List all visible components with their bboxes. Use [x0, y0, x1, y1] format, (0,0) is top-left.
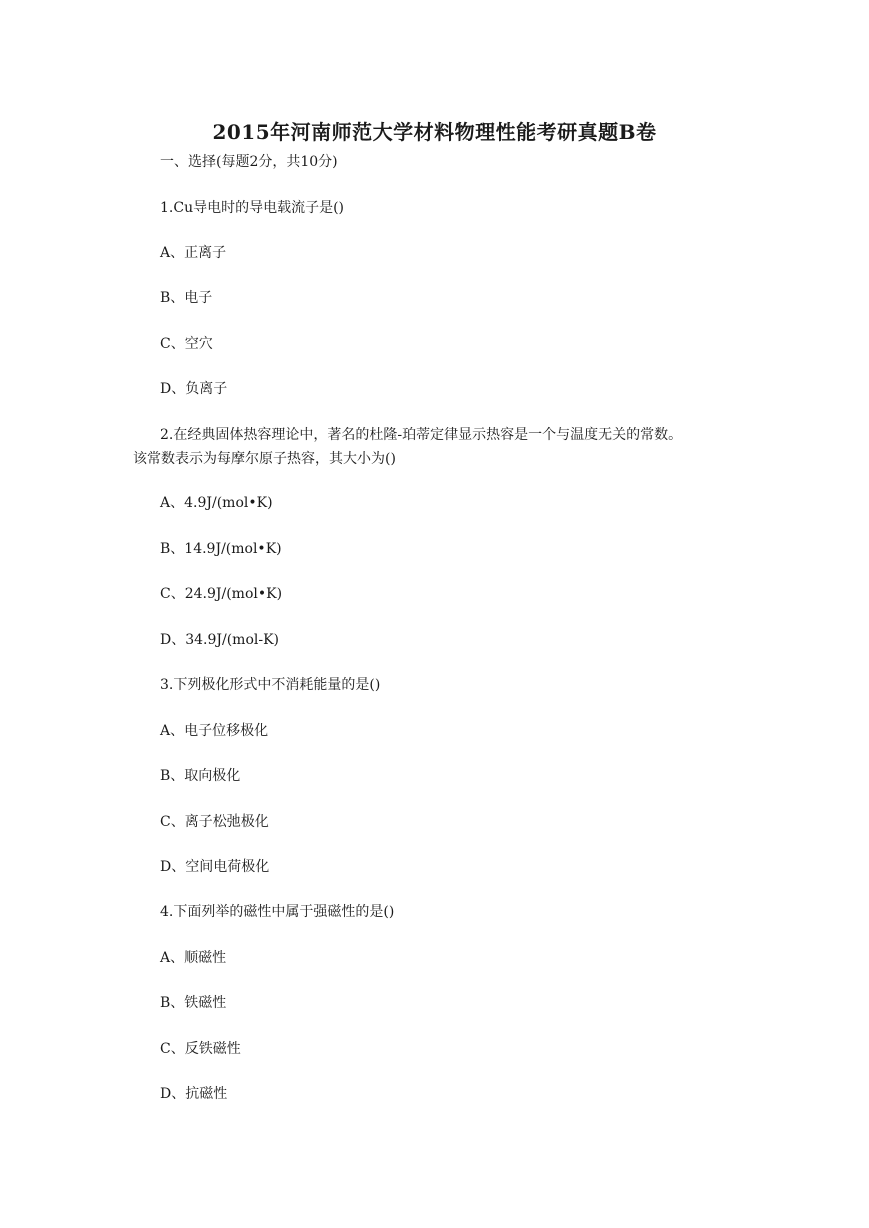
- question-4-stem: 4.下面列举的磁性中属于强磁性的是(): [160, 904, 395, 920]
- question-1-option-d: D、负离子: [160, 381, 228, 397]
- question-4-option-d: D、抗磁性: [160, 1086, 228, 1102]
- question-2-option-a: A、4.9J/(mol•K): [160, 495, 273, 511]
- question-1-stem: 1.Cu导电时的导电载流子是(): [160, 200, 345, 216]
- question-4-option-c: C、反铁磁性: [160, 1041, 241, 1057]
- question-4-option-a: A、顺磁性: [160, 950, 227, 966]
- question-2-stem-line1: 2.在经典固体热容理论中，著名的杜隆-珀蒂定律显示热容是一个与温度无关的常数。: [160, 427, 683, 443]
- question-3-option-a: A、电子位移极化: [160, 723, 269, 739]
- question-4-option-b: B、铁磁性: [160, 995, 227, 1011]
- question-3-option-d: D、空间电荷极化: [160, 859, 270, 875]
- question-3-option-b: B、取向极化: [160, 768, 241, 784]
- question-1-option-c: C、空穴: [160, 336, 213, 352]
- question-2-option-b: B、14.9J/(mol•K): [160, 541, 282, 557]
- question-1-option-a: A、正离子: [160, 245, 227, 261]
- section-heading: 一、选择(每题2分，共10分): [160, 154, 338, 170]
- question-2-option-c: C、24.9J/(mol•K): [160, 586, 283, 602]
- question-2-stem-line2: 该常数表示为每摩尔原子热容，其大小为(): [133, 451, 396, 467]
- question-1-option-b: B、电子: [160, 290, 213, 306]
- question-3-option-c: C、离子松弛极化: [160, 814, 269, 830]
- question-3-stem: 3.下列极化形式中不消耗能量的是(): [160, 677, 381, 693]
- question-2-option-d: D、34.9J/(mol-K): [160, 632, 280, 648]
- page-title: 2015年河南师范大学材料物理性能考研真题B卷: [212, 120, 657, 144]
